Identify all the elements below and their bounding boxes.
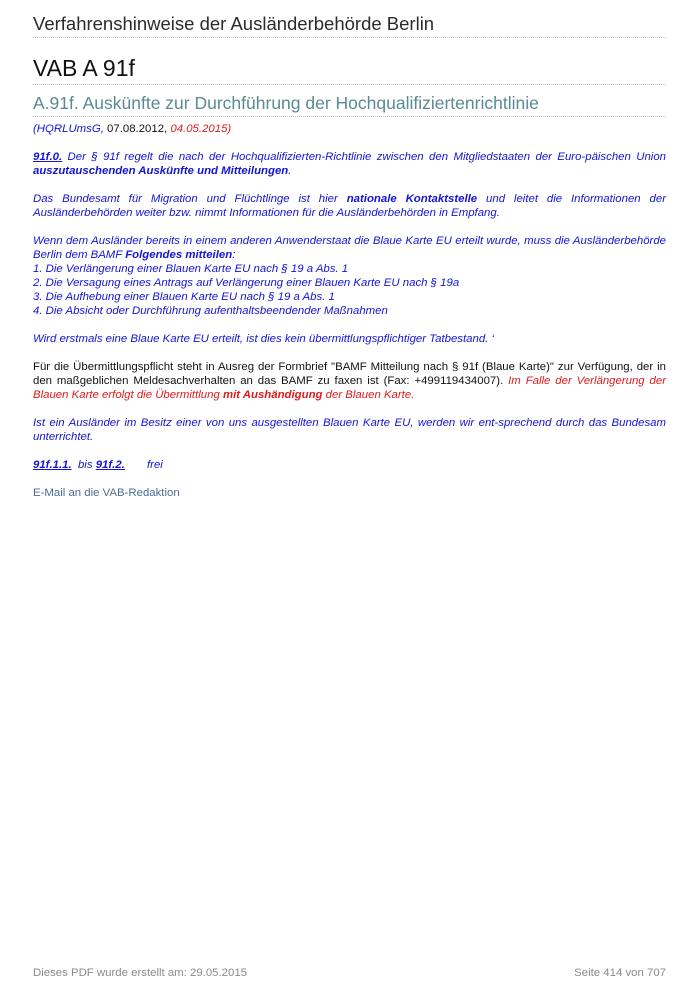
p1-end: . [288, 165, 292, 177]
p1-text: Der § 91f regelt die nach der Hochqualifizierten-Richtlinie zwischen den Mitgliedstaaten der Euro-päischen Union [62, 151, 666, 163]
email-editorial-link[interactable]: E-Mail an die VAB-Redaktion [33, 487, 180, 499]
list-item: 3. Die Aufhebung einer Blauen Karte EU nach § 19 a Abs. 1 [33, 291, 335, 303]
p7-mid: bis [71, 459, 96, 471]
title-divider [33, 84, 666, 85]
paragraph-contact-point [33, 192, 666, 220]
p3-bold: Folgendes mitteilen [125, 249, 233, 261]
law-name: (HQRLUmsG, [33, 123, 104, 135]
list-item: 1. Die Verlängerung einer Blauen Karte EU nach § 19 a Abs. 1 [33, 263, 349, 275]
law-date-amended: 04.05.2015) [170, 123, 232, 135]
p2-bold: nationale Kontaktstelle [346, 193, 478, 205]
p2-text: Das Bundesamt für Migration und Flüchtlinge ist hier [33, 193, 347, 205]
section-title: A.91f. Auskünfte zur Durchführung der Hochqualifiziertenrichtlinie [33, 93, 539, 113]
p5-red-end: der Blauen Karte. [322, 389, 415, 401]
footer-page-number: Seite 414 von 707 [574, 967, 666, 979]
paragraph-free [33, 458, 666, 472]
p2-end: und leitet die Informationen der Ausländerbehörden weiter bzw. nimmt Informationen für die Ausländerbehörden in Empfang. [33, 193, 666, 219]
p5-text: Für die Übermittlungspflicht steht in Ausreg der Formbrief "BAMF Mitteilung nach § 91f (Blaue Karte)" zur Verfügung, der in den maßgeblichen Meldesachverhalten an das BAMF zu faxen ist (Fax: +499119434007). [33, 361, 666, 387]
link-91f-0[interactable]: 91f.0. [33, 151, 63, 163]
paragraph-91f-0 [33, 150, 666, 178]
paragraph-first-issue: Wird erstmals eine Blaue Karte EU erteilt, ist dies kein übermittlungspflichtiger Tatbestand. ‘ [33, 333, 495, 345]
section-divider [33, 116, 666, 117]
list-item: 4. Die Absicht oder Durchführung aufenthaltsbeendender Maßnahmen [33, 305, 388, 317]
paragraph-transmission [33, 360, 666, 402]
header-divider [33, 37, 666, 38]
p7-rest: frei [124, 459, 163, 471]
p1-bold: auszutauschenden Auskünfte und Mitteilungen [33, 165, 289, 177]
link-91f-1-1[interactable]: 91f.1.1. [33, 459, 72, 471]
p3-end: : [232, 249, 236, 261]
list-item: 2. Die Versagung eines Antrags auf Verlängerung einer Blauen Karte EU nach § 19a [33, 277, 460, 289]
site-title: Verfahrenshinweise der Ausländerbehörde Berlin [33, 13, 435, 34]
link-91f-2[interactable]: 91f.2. [95, 459, 125, 471]
content-body [33, 122, 666, 500]
p5-red-bold: mit Aushändigung [222, 389, 323, 401]
document-page [33, 0, 666, 990]
law-reference [33, 122, 666, 136]
law-date: 07.08.2012, [103, 123, 171, 135]
vab-title: VAB A 91f [33, 55, 135, 81]
p3-text: Wenn dem Ausländer bereits in einem anderen Anwenderstaat die Blaue Karte EU erteilt wurde, muss die Ausländerbehörde Berlin dem BAMF [33, 235, 666, 261]
paragraph-informed: Ist ein Ausländer im Besitz einer von uns ausgestellten Blauen Karte EU, werden wir ent-sprechend durch das Bundesam unterrichtet. [33, 417, 666, 443]
paragraph-notifications [33, 234, 666, 262]
p5-red-text: Im Falle der Verlängerung der Blauen Karte erfolgt die Übermittlung [33, 375, 666, 401]
footer-created-date: Dieses PDF wurde erstellt am: 29.05.2015 [33, 967, 247, 979]
